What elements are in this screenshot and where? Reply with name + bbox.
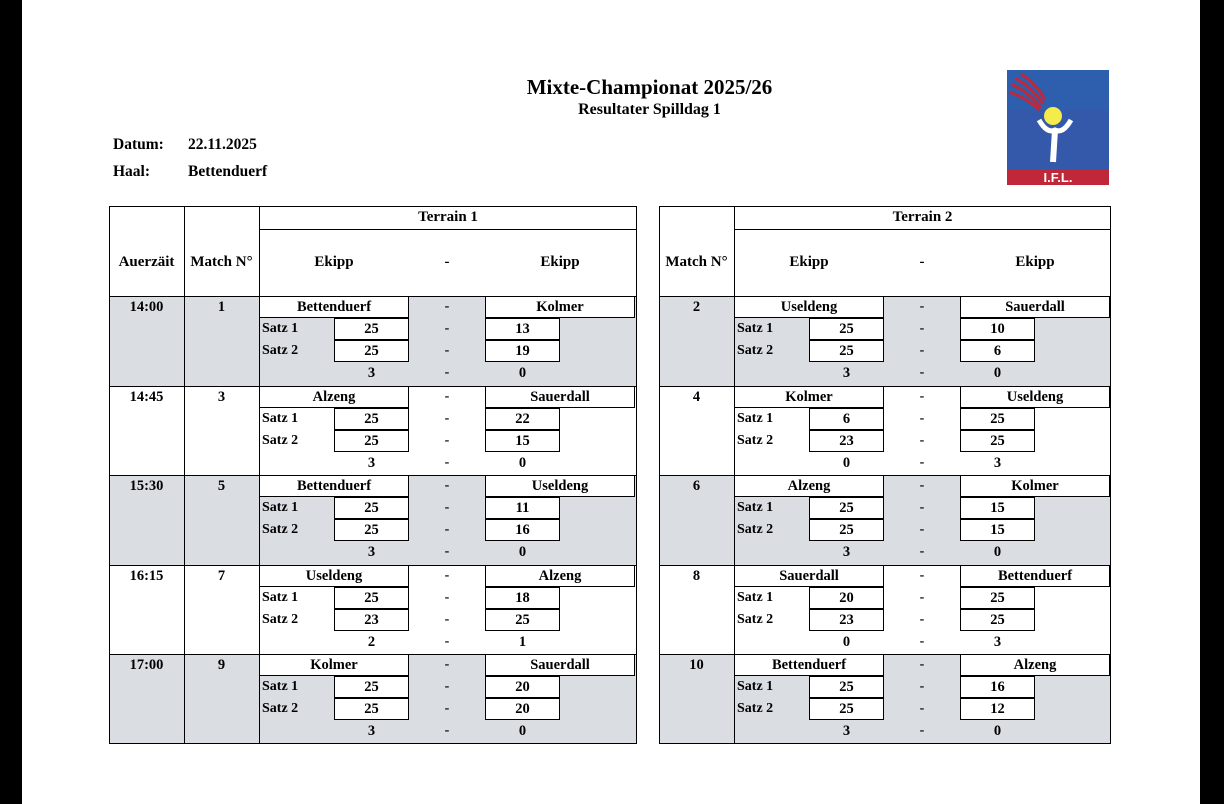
- total-dash: -: [444, 544, 450, 560]
- away-set-score: 18: [485, 587, 560, 609]
- match-number: 10: [689, 657, 704, 674]
- away-team: Alzeng: [960, 654, 1110, 676]
- away-team-column-header: Ekipp: [1015, 254, 1055, 270]
- versus-dash: -: [919, 657, 925, 673]
- set-dash: -: [444, 410, 450, 426]
- home-set-score: 25: [809, 318, 884, 340]
- away-set-score: 22: [485, 408, 560, 430]
- time-column-header: Auerzäit: [118, 254, 175, 270]
- away-total: 1: [518, 633, 527, 650]
- set-label: Satz 2: [737, 701, 774, 717]
- date-value: 22.11.2025: [188, 136, 257, 153]
- home-total: 0: [842, 633, 851, 650]
- versus-dash: -: [444, 657, 450, 673]
- versus-dash: -: [919, 388, 925, 404]
- match-time: 14:00: [129, 299, 164, 315]
- away-set-score: 15: [960, 519, 1035, 541]
- home-total: 0: [842, 454, 851, 471]
- match-time: 15:30: [129, 478, 164, 495]
- total-dash: -: [919, 454, 925, 470]
- match-number: 5: [217, 478, 226, 495]
- hall-label: Haal:: [113, 163, 151, 180]
- away-set-score: 25: [485, 609, 560, 631]
- set-label: Satz 1: [262, 500, 299, 516]
- home-set-score: 25: [809, 340, 884, 362]
- set-label: Satz 2: [737, 343, 774, 358]
- set-dash: -: [919, 679, 925, 695]
- set-label: Satz 1: [262, 589, 299, 605]
- home-set-score: 25: [334, 519, 409, 541]
- away-team: Bettenduerf: [960, 565, 1110, 587]
- set-label: Satz 1: [737, 500, 774, 516]
- home-set-score: 23: [334, 609, 409, 631]
- set-dash: -: [919, 343, 925, 358]
- set-dash: -: [919, 321, 925, 336]
- away-set-score: 25: [960, 587, 1035, 609]
- set-dash: -: [919, 701, 925, 717]
- home-total: 3: [367, 365, 376, 381]
- total-dash: -: [444, 633, 450, 649]
- set-label: Satz 2: [737, 522, 774, 538]
- away-total: 3: [993, 633, 1002, 650]
- set-dash: -: [444, 589, 450, 605]
- set-dash: -: [444, 679, 450, 695]
- away-total: 0: [518, 365, 527, 381]
- set-dash: -: [919, 410, 925, 426]
- page-subtitle: Resultater Spilldag 1: [578, 101, 721, 118]
- away-team: Sauerdall: [485, 654, 635, 676]
- set-label: Satz 1: [737, 589, 774, 605]
- home-team: Sauerdall: [734, 565, 884, 587]
- match-number: 2: [692, 299, 701, 315]
- set-label: Satz 1: [737, 679, 774, 695]
- versus-dash: -: [919, 478, 925, 494]
- match-block: [659, 475, 1111, 565]
- versus-dash: -: [444, 299, 450, 314]
- set-dash: -: [444, 701, 450, 717]
- match-column-header: Match N°: [665, 254, 728, 270]
- set-dash: -: [444, 343, 450, 358]
- total-dash: -: [919, 633, 925, 649]
- home-team: Bettenduerf: [259, 475, 409, 497]
- terrain-1-header: Terrain 1: [418, 209, 478, 225]
- away-total: 0: [518, 723, 527, 740]
- home-team-column-header: Ekipp: [789, 254, 829, 270]
- hall-row: [113, 163, 267, 181]
- terrain-2-header: Terrain 2: [892, 209, 953, 225]
- home-set-score: 25: [334, 587, 409, 609]
- away-set-score: 10: [960, 318, 1035, 340]
- match-column-header: Match N°: [190, 254, 253, 270]
- set-label: Satz 1: [737, 321, 774, 336]
- home-team: Kolmer: [734, 386, 884, 408]
- set-dash: -: [919, 589, 925, 605]
- home-team: Bettenduerf: [734, 654, 884, 676]
- match-number: 6: [692, 478, 701, 495]
- home-set-score: 25: [334, 340, 409, 362]
- home-set-score: 25: [334, 698, 409, 720]
- home-total: 3: [367, 454, 376, 471]
- set-label: Satz 2: [262, 432, 299, 448]
- away-set-score: 15: [960, 497, 1035, 519]
- total-dash: -: [444, 454, 450, 470]
- home-set-score: 25: [334, 676, 409, 698]
- home-team: Useldeng: [734, 296, 884, 318]
- match-number: 9: [217, 657, 226, 674]
- set-label: Satz 2: [737, 611, 774, 627]
- versus-dash: -: [444, 388, 450, 404]
- home-set-score: 23: [809, 609, 884, 631]
- set-label: Satz 2: [262, 522, 299, 538]
- away-set-score: 25: [960, 609, 1035, 631]
- versus-dash: -: [444, 567, 450, 583]
- total-dash: -: [919, 544, 925, 560]
- home-team-column-header: Ekipp: [314, 254, 354, 270]
- match-time: 14:45: [129, 388, 164, 405]
- home-team: Bettenduerf: [259, 296, 409, 318]
- set-label: Satz 2: [262, 611, 299, 627]
- set-label: Satz 1: [262, 321, 299, 336]
- total-dash: -: [919, 365, 925, 380]
- set-label: Satz 1: [737, 410, 774, 426]
- set-dash: -: [444, 522, 450, 538]
- match-time: 16:15: [129, 567, 164, 584]
- away-set-score: 25: [960, 430, 1035, 452]
- set-label: Satz 2: [737, 432, 774, 448]
- away-set-score: 19: [485, 340, 560, 362]
- away-team: Sauerdall: [485, 386, 635, 408]
- away-team: Useldeng: [960, 386, 1110, 408]
- away-team-column-header: Ekipp: [540, 254, 580, 270]
- home-set-score: 25: [334, 430, 409, 452]
- match-block: [109, 654, 637, 744]
- page-title: Mixte-Championat 2025/26: [526, 75, 773, 99]
- date-row: [113, 136, 257, 154]
- set-label: Satz 2: [262, 343, 299, 358]
- home-set-score: 25: [809, 519, 884, 541]
- away-set-score: 12: [960, 698, 1035, 720]
- away-set-score: 13: [485, 318, 560, 340]
- match-number: 8: [692, 567, 701, 584]
- match-number: 4: [692, 388, 701, 405]
- total-dash: -: [444, 365, 450, 380]
- away-total: 0: [518, 454, 527, 471]
- away-set-score: 15: [485, 430, 560, 452]
- match-block: [109, 386, 637, 476]
- match-time: 17:00: [129, 657, 164, 674]
- results-sheet: [22, 0, 1200, 804]
- away-set-score: 16: [485, 519, 560, 541]
- away-set-score: 11: [485, 497, 560, 519]
- set-label: Satz 1: [262, 679, 299, 695]
- away-team: Sauerdall: [960, 296, 1110, 318]
- hall-value: Bettenduerf: [188, 163, 268, 180]
- home-set-score: 25: [809, 497, 884, 519]
- home-team: Alzeng: [259, 386, 409, 408]
- set-dash: -: [444, 611, 450, 627]
- versus-dash: -: [919, 567, 925, 583]
- match-block: [659, 296, 1111, 386]
- home-set-score: 25: [809, 698, 884, 720]
- set-dash: -: [919, 611, 925, 627]
- total-dash: -: [919, 723, 925, 739]
- home-total: 3: [842, 365, 851, 381]
- set-label: Satz 2: [262, 701, 299, 717]
- set-label: Satz 1: [262, 410, 299, 426]
- home-total: 3: [367, 723, 376, 740]
- away-set-score: 20: [485, 698, 560, 720]
- match-block: [659, 565, 1111, 655]
- vs-column-header: -: [919, 254, 925, 270]
- home-total: 2: [367, 633, 376, 650]
- home-set-score: 6: [809, 408, 884, 430]
- away-total: 0: [993, 365, 1002, 381]
- away-total: 0: [993, 723, 1002, 740]
- match-number: 7: [217, 567, 226, 584]
- away-team: Useldeng: [485, 475, 635, 497]
- home-total: 3: [842, 723, 851, 740]
- terrain-2-table: [659, 206, 1111, 744]
- away-set-score: 16: [960, 676, 1035, 698]
- home-set-score: 25: [334, 497, 409, 519]
- home-total: 3: [367, 544, 376, 561]
- home-set-score: 25: [334, 318, 409, 340]
- set-dash: -: [919, 432, 925, 448]
- away-total: 0: [518, 544, 527, 561]
- away-team: Kolmer: [485, 296, 635, 318]
- home-team: Useldeng: [259, 565, 409, 587]
- versus-dash: -: [919, 299, 925, 314]
- match-block: [659, 386, 1111, 476]
- match-block: [109, 475, 637, 565]
- match-block: [109, 296, 637, 386]
- ifl-logo: [1007, 70, 1111, 187]
- set-dash: -: [444, 432, 450, 448]
- home-set-score: 20: [809, 587, 884, 609]
- match-number: 1: [217, 299, 226, 315]
- set-dash: -: [444, 500, 450, 516]
- away-team: Alzeng: [485, 565, 635, 587]
- away-set-score: 25: [960, 408, 1035, 430]
- home-total: 3: [842, 544, 851, 561]
- date-label: Datum:: [113, 136, 164, 153]
- away-team: Kolmer: [960, 475, 1110, 497]
- away-total: 0: [993, 544, 1002, 561]
- home-set-score: 25: [334, 408, 409, 430]
- home-team: Kolmer: [259, 654, 409, 676]
- vs-column-header: -: [444, 254, 450, 270]
- home-team: Alzeng: [734, 475, 884, 497]
- set-dash: -: [444, 321, 450, 336]
- away-total: 3: [993, 454, 1002, 471]
- set-dash: -: [919, 500, 925, 516]
- away-set-score: 20: [485, 676, 560, 698]
- set-dash: -: [919, 522, 925, 538]
- away-set-score: 6: [960, 340, 1035, 362]
- logo-text: I.F.L.: [1043, 170, 1073, 185]
- versus-dash: -: [444, 478, 450, 494]
- match-block: [659, 654, 1111, 744]
- match-block: [109, 565, 637, 655]
- home-set-score: 25: [809, 676, 884, 698]
- total-dash: -: [444, 723, 450, 739]
- match-number: 3: [217, 388, 226, 405]
- home-set-score: 23: [809, 430, 884, 452]
- terrain-1-table: [109, 206, 637, 744]
